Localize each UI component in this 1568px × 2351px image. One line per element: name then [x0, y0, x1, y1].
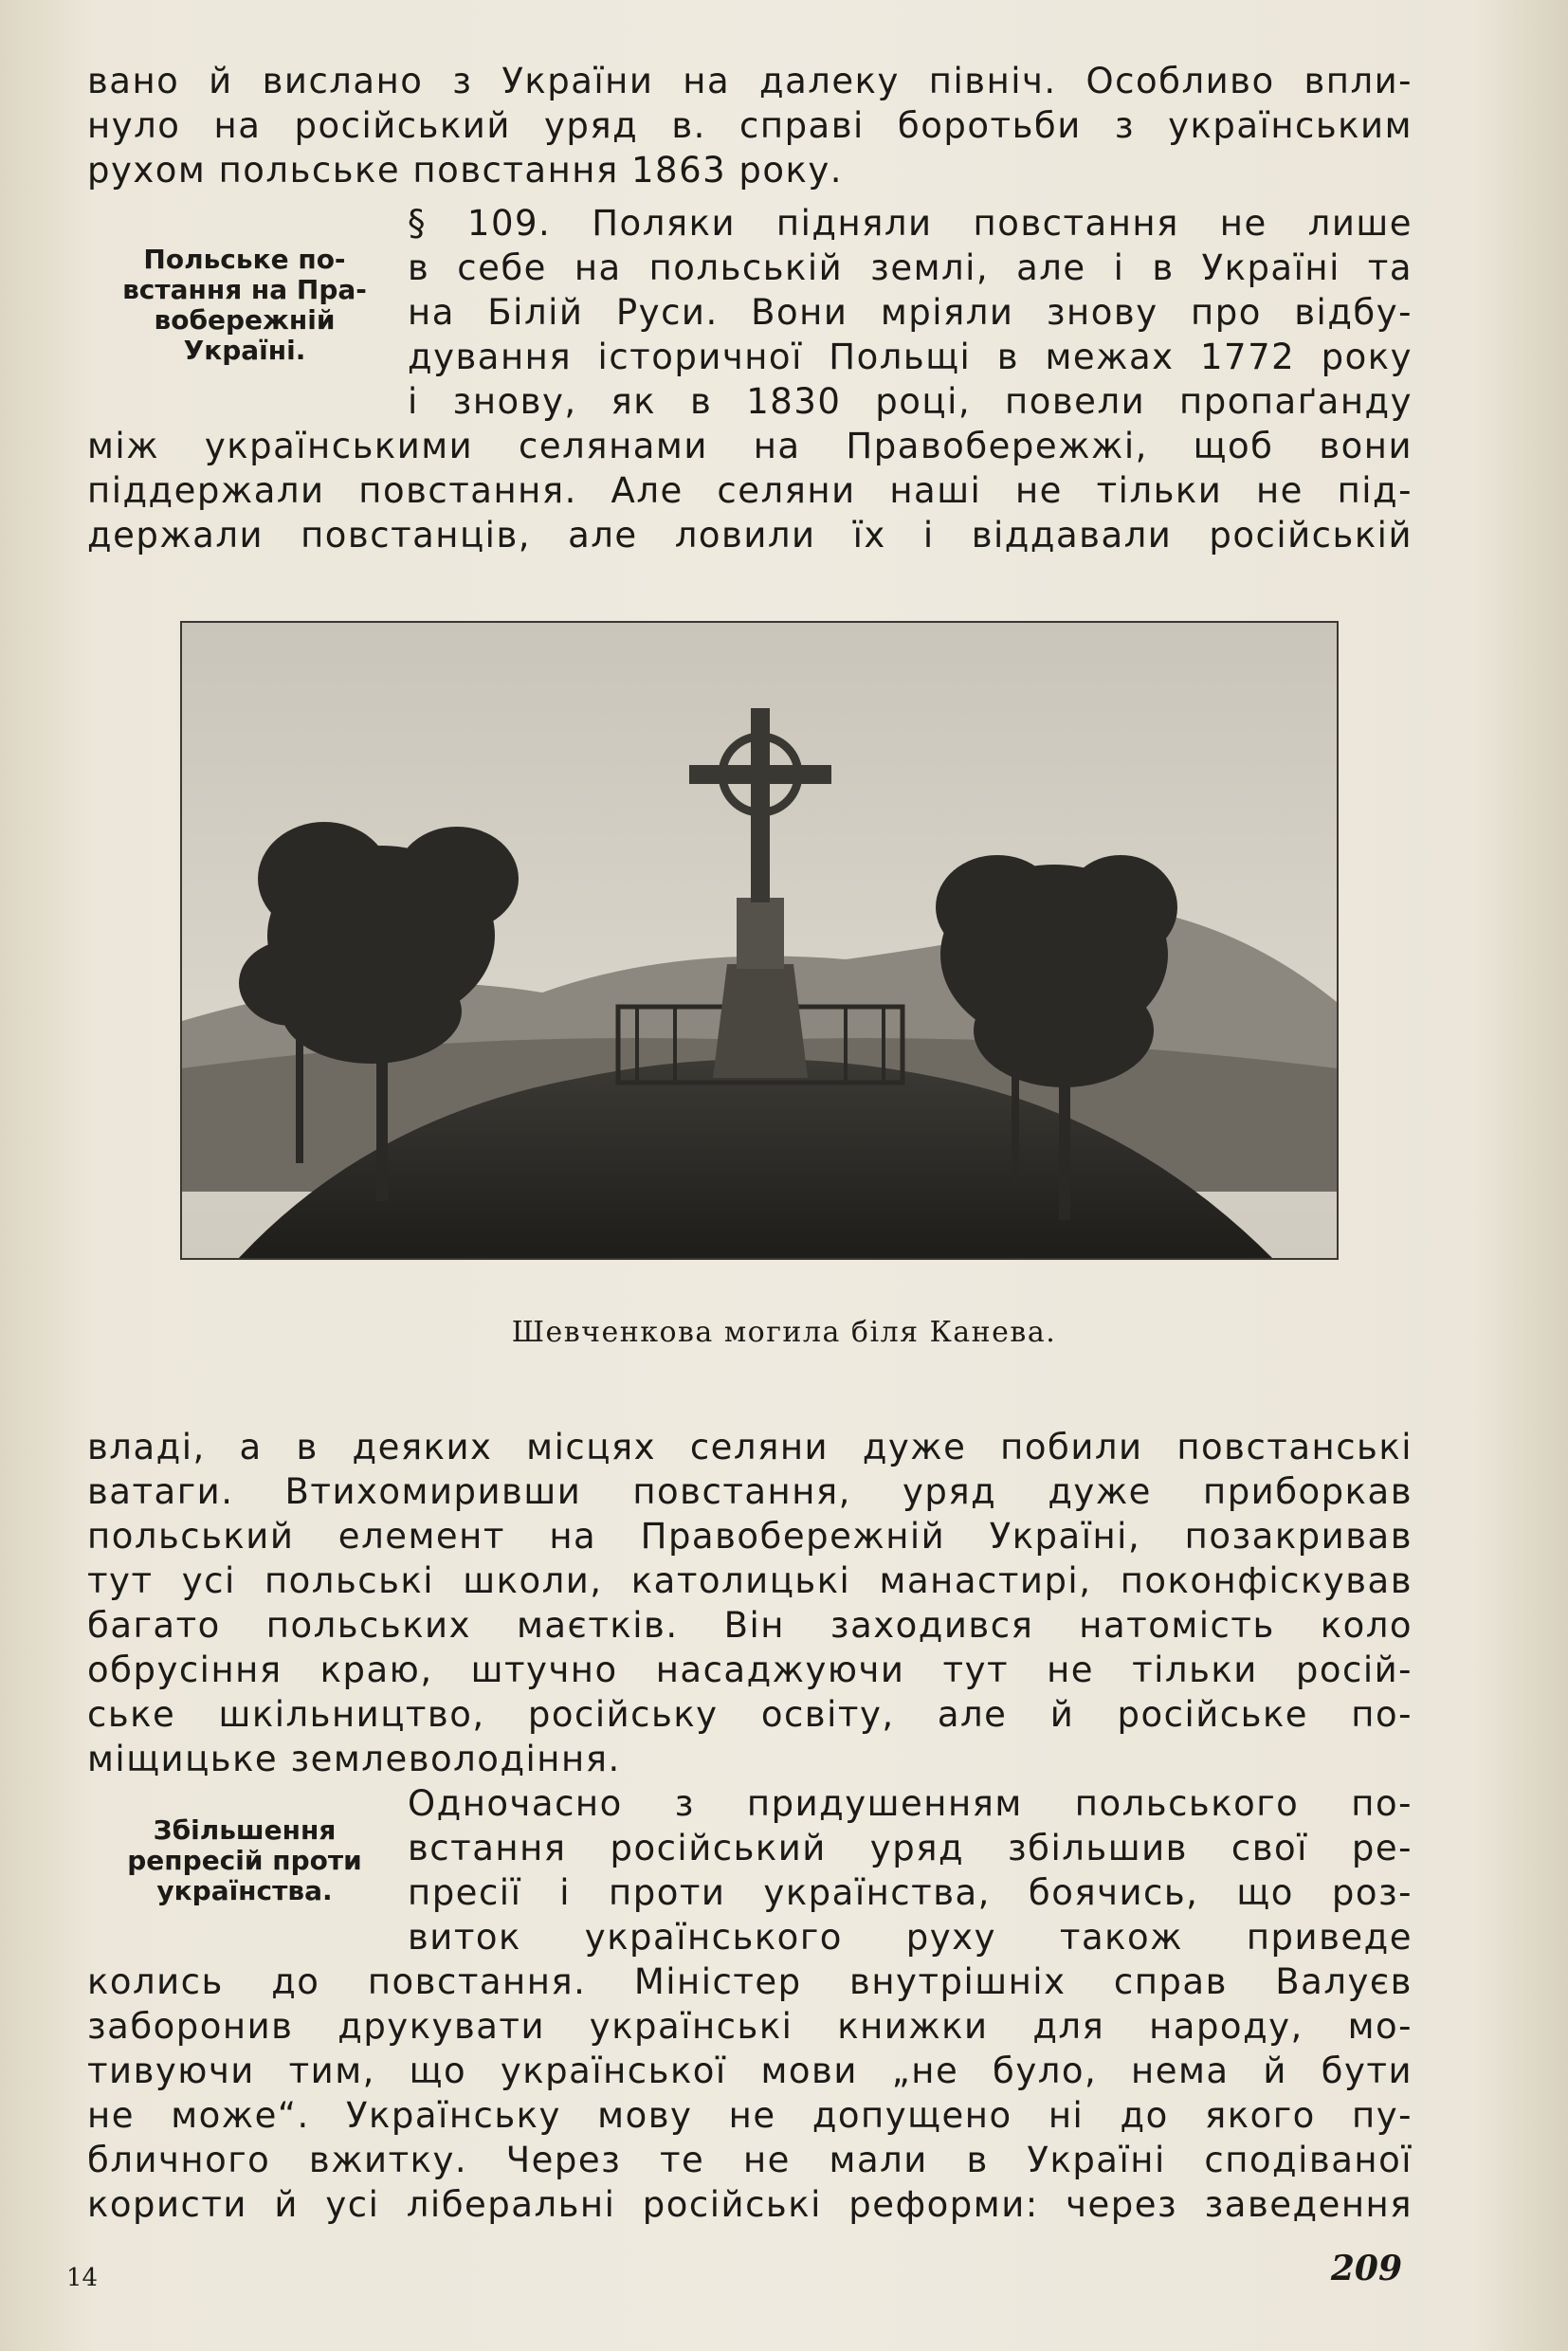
text-line: ватаги. Втихомиривши повстання, уряд дуже приборкав [87, 1471, 1413, 1512]
text-line: Одночасно з придушенням польського по- [408, 1783, 1413, 1824]
margin-note-repressions: Збільшення репресій проти українства. [127, 1814, 362, 1906]
text-line: між українськими селянами на Правобережжі, щоб вони [87, 426, 1413, 466]
text-line: нуло на російський уряд в. справі боротьби з українським [87, 105, 1413, 146]
text-line: на Білій Руси. Вони мріяли знову про відбу- [408, 292, 1413, 333]
text-line: і знову, як в 1830 році, повели пропаґанду [408, 381, 1413, 422]
text-line: рухом польське повстання 1863 року. [87, 150, 844, 191]
top-paragraph [87, 59, 1413, 192]
text-line: польський елемент на Правобережній Україні, позакривав [87, 1516, 1413, 1557]
text-line: колись до повстання. Міністер внутрішніх справ Валуєв [87, 1961, 1413, 2002]
text-line: встання російський уряд збільшив свої ре- [408, 1828, 1413, 1868]
page-number: 209 [1330, 2249, 1402, 2288]
text-line: ське шкільництво, російську освіту, але й російське по- [87, 1694, 1413, 1735]
text-line: вано й вислано з України на далеку північ. Особливо впли- [87, 61, 1413, 101]
section-3-indented [408, 1781, 1413, 1959]
text-line: § 109. Поляки підняли повстання не лише [408, 203, 1413, 244]
signature-mark: 14 [66, 2264, 99, 2292]
text-line: тут усі польські школи, католицькі манастирі, поконфіскував [87, 1560, 1413, 1601]
text-line: владі, а в деяких місцях селяни дуже побили повстанські [87, 1427, 1413, 1467]
margin-note-polish-uprising: Польське по- встання на Пра- вобережній Україні. [122, 244, 367, 366]
text-line: багато польських маєтків. Він заходився натомість коло [87, 1605, 1413, 1646]
text-line: виток українського руху також приведе [408, 1917, 1413, 1958]
section-3-full [87, 1959, 1413, 2227]
text-line: користи й усі ліберальні російські реформи: через заведення [87, 2184, 1413, 2225]
text-line: держали повстанців, але ловили їх і віддавали російській [87, 515, 1413, 556]
section-109-full [87, 424, 1413, 557]
text-line: пресії і проти українства, боячись, що роз- [408, 1872, 1413, 1913]
text-line: в себе на польській землі, але і в Україні та [408, 247, 1413, 288]
text-line: міщицьке землеволодіння. [87, 1739, 621, 1779]
text-line: заборонив друкувати українські книжки для народу, мо- [87, 2006, 1413, 2047]
section-109-indented [408, 201, 1413, 424]
text-line: бличного вжитку. Через те не мали в Україні сподіваної [87, 2140, 1413, 2180]
section-2-paragraph [87, 1425, 1413, 1781]
text-line: дування історичної Польщі в межах 1772 року [408, 337, 1413, 377]
figure-caption: Шевченкова могила біля Канева. [511, 1316, 1057, 1349]
text-line: піддержали повстання. Але селяни наші не тільки не під- [87, 470, 1413, 511]
figure-shevchenko-grave [180, 621, 1339, 1260]
grave-illustration [182, 623, 1337, 1258]
text-line: не може“. Українську мову не допущено ні до якого пу- [87, 2095, 1413, 2136]
text-line: тивуючи тим, що української мови „не було, нема й бути [87, 2050, 1413, 2091]
text-line: обрусіння краю, штучно насаджуючи тут не тільки росій- [87, 1649, 1413, 1690]
